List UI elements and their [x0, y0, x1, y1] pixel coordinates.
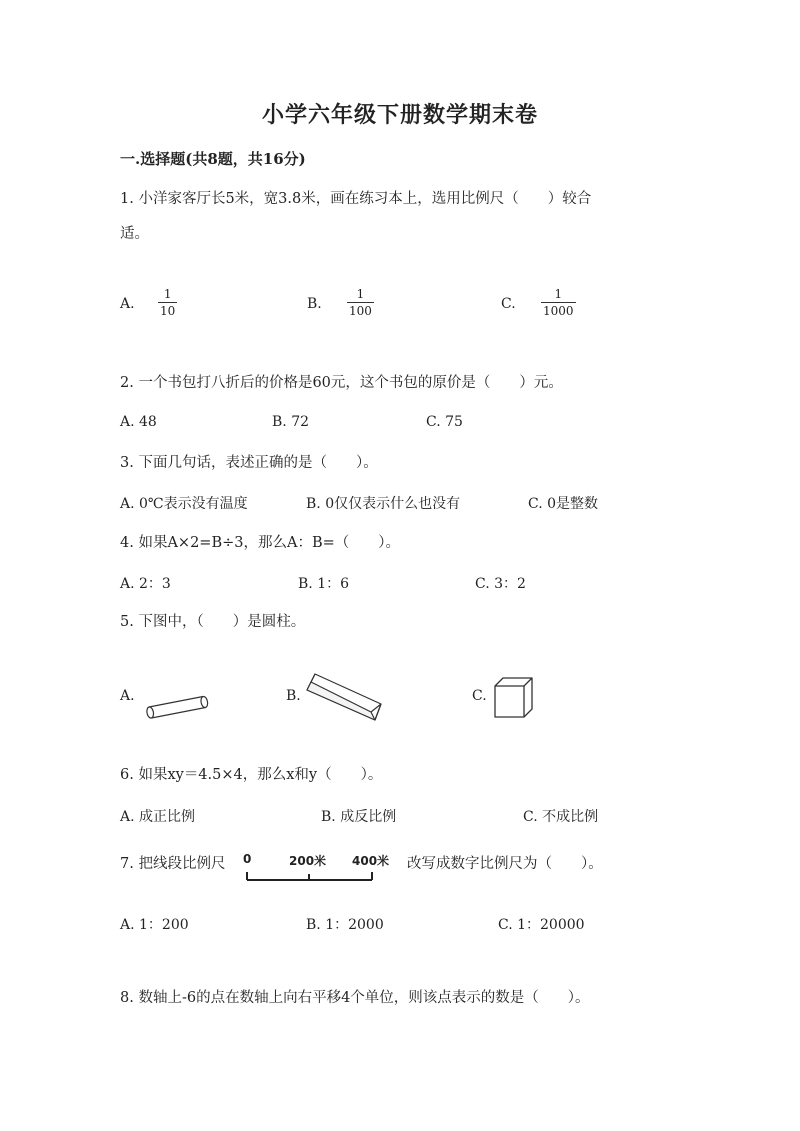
scale-label-0: 0 [243, 852, 252, 866]
q2-option-c: C. 75 [426, 414, 463, 430]
q1-c-denominator: 1000 [543, 304, 574, 318]
q1-option-a-label: A. [120, 296, 135, 312]
cylinder-icon [145, 694, 211, 720]
question-4-text: 4. 如果A×2=B÷3，那么A：B=（ ）。 [120, 535, 400, 551]
cube-icon [494, 677, 534, 719]
q3-option-a: A. 0℃表示没有温度 [120, 496, 248, 512]
q1-b-numerator: 1 [356, 287, 365, 301]
question-1-text: 1. 小洋家客厅长5米，宽3.8米，画在练习本上，选用比例尺（ ）较合 [120, 191, 592, 207]
line-segment-scale [246, 870, 374, 882]
q3-option-b: B. 0仅仅表示什么也没有 [306, 496, 461, 512]
q4-option-c: C. 3：2 [475, 576, 526, 592]
q6-option-c: C. 不成比例 [523, 809, 599, 825]
section-heading: 一.选择题(共8题，共16分) [120, 150, 306, 168]
q7-option-a: A. 1：200 [120, 917, 189, 933]
q2-option-b: B. 72 [272, 414, 310, 430]
q2-option-a: A. 48 [120, 414, 157, 430]
q6-option-a: A. 成正比例 [120, 809, 196, 825]
q3-option-c: C. 0是整数 [528, 496, 599, 512]
question-8-text: 8. 数轴上-6的点在数轴上向右平移4个单位，则该点表示的数是（ ）。 [120, 990, 590, 1006]
scale-label-400: 400米 [352, 854, 390, 868]
question-3-text: 3. 下面几句话，表述正确的是（ ）。 [120, 455, 378, 471]
q5-option-c: C. [472, 688, 487, 704]
q1-b-denominator: 100 [349, 304, 372, 318]
question-7-text-cont: 改写成数字比例尺为（ ）。 [407, 856, 603, 872]
q1-a-numerator: 1 [163, 287, 172, 301]
q5-option-b: B. [286, 688, 301, 704]
q4-option-a: A. 2：3 [120, 576, 171, 592]
question-6-text: 6. 如果xy＝4.5×4，那么x和y（ ）。 [120, 767, 383, 783]
q1-a-denominator: 10 [160, 304, 176, 318]
triangular-prism-icon [305, 670, 383, 722]
q1-option-a-fraction [158, 287, 177, 318]
q7-option-b: B. 1：2000 [306, 917, 384, 933]
q7-option-c: C. 1：20000 [498, 917, 585, 933]
question-5-text: 5. 下图中，（ ）是圆柱。 [120, 614, 306, 630]
q5-option-a: A. [120, 688, 135, 704]
q6-option-b: B. 成反比例 [321, 809, 397, 825]
q1-option-b-label: B. [307, 296, 322, 312]
q1-c-numerator: 1 [554, 287, 563, 301]
q1-option-c-fraction [541, 287, 576, 318]
q1-option-b-fraction [347, 287, 374, 318]
question-2-text: 2. 一个书包打八折后的价格是60元，这个书包的原价是（ ）元。 [120, 375, 563, 391]
question-1-text-cont: 适。 [120, 226, 149, 242]
scale-label-200: 200米 [289, 854, 327, 868]
page-title: 小学六年级下册数学期末卷 [261, 102, 538, 128]
q1-option-c-label: C. [501, 296, 516, 312]
question-7-text: 7. 把线段比例尺 [120, 856, 226, 872]
q4-option-b: B. 1：6 [298, 576, 350, 592]
